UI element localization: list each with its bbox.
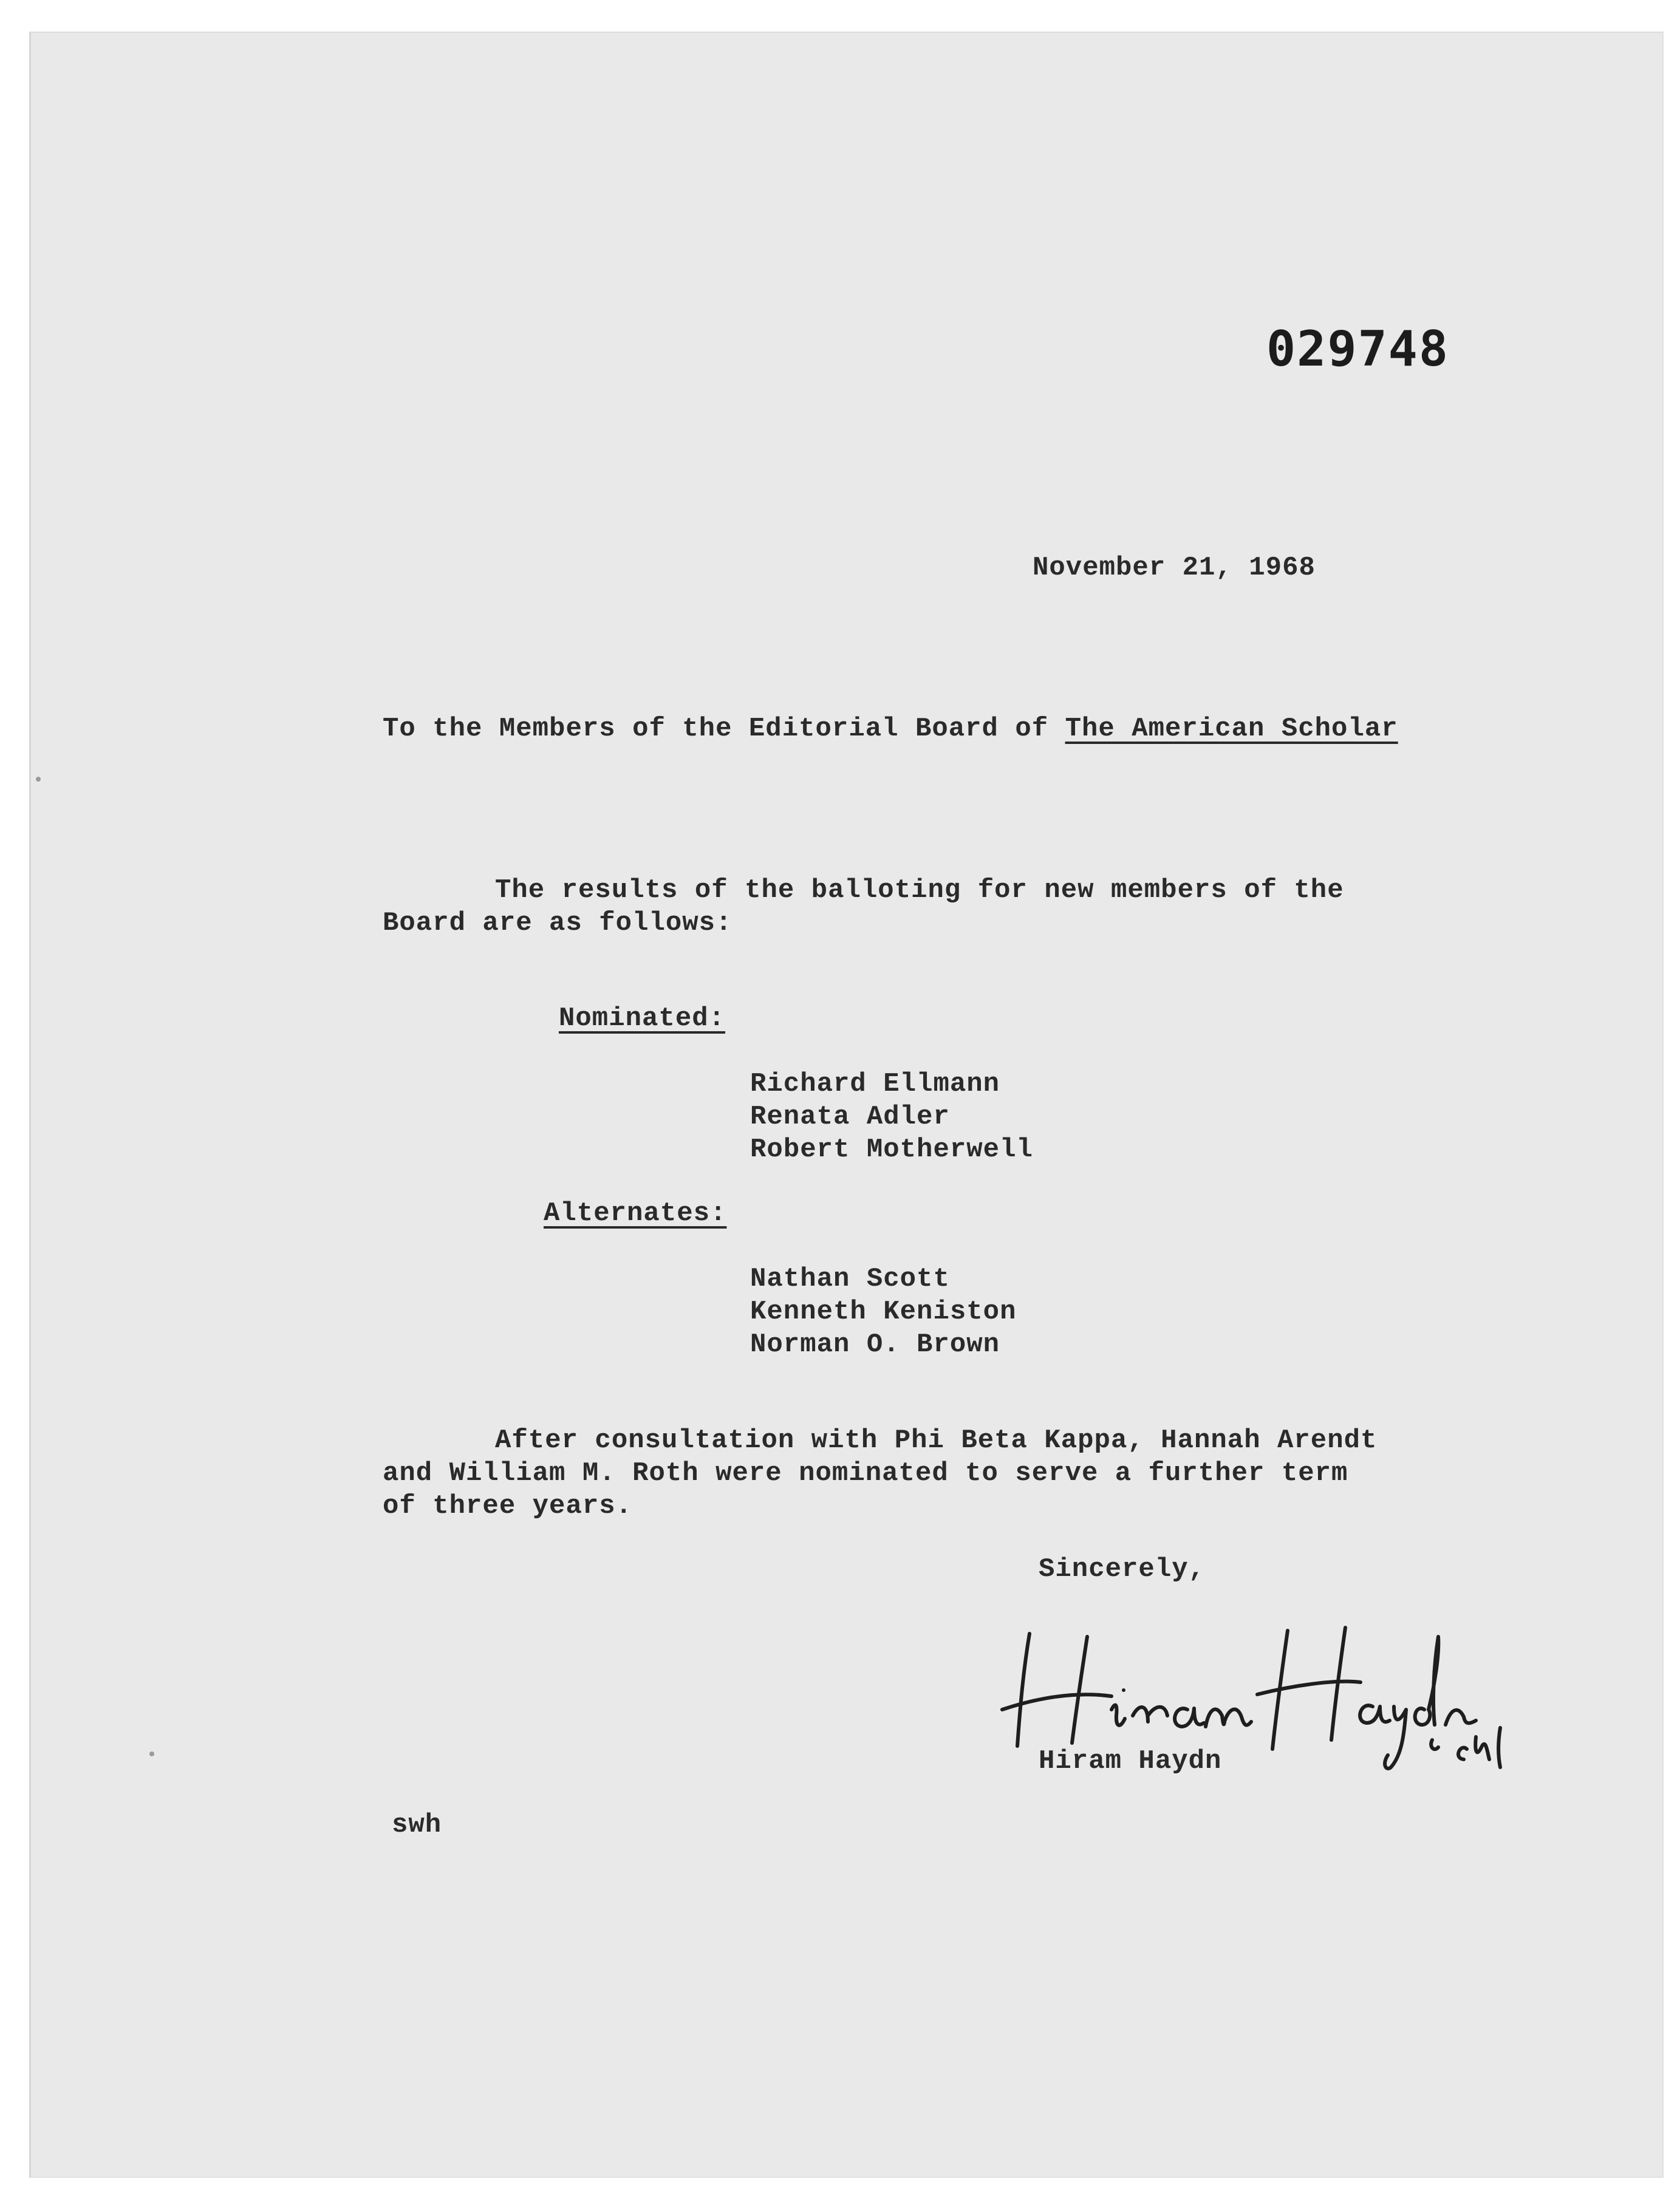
nominated-name: Robert Motherwell — [750, 1134, 1033, 1165]
salutation-prefix: To the Members of the Editorial Board of — [383, 714, 1065, 744]
intro-line-1: The results of the balloting for new members of the — [495, 875, 1344, 906]
document-number: 029748 — [1266, 321, 1449, 377]
letter-date: November 21, 1968 — [1033, 553, 1316, 583]
salutation — [383, 715, 1398, 742]
alternates-heading: Alternates: — [544, 1198, 727, 1229]
alternate-name: Nathan Scott — [750, 1264, 950, 1294]
scan-speck — [36, 777, 41, 782]
sign-off: Sincerely, — [1039, 1554, 1206, 1584]
closing-line-3: of three years. — [383, 1491, 633, 1521]
scan-speck — [149, 1751, 154, 1756]
nominated-name: Renata Adler — [750, 1102, 950, 1132]
typist-initials: swh — [392, 1810, 442, 1840]
alternate-name: Kenneth Keniston — [750, 1297, 1017, 1327]
nominated-name: Richard Ellmann — [750, 1069, 1000, 1099]
closing-line-1: After consultation with Phi Beta Kappa, Hannah Arendt — [495, 1425, 1378, 1456]
intro-line-2: Board are as follows: — [383, 908, 732, 938]
publication-title: The American Scholar — [1065, 714, 1398, 744]
nominated-heading: Nominated: — [559, 1003, 726, 1034]
signer-name: Hiram Haydn — [1039, 1746, 1222, 1776]
closing-line-2: and William M. Roth were nominated to serve a further term — [383, 1458, 1348, 1489]
alternate-name: Norman O. Brown — [750, 1329, 1000, 1360]
